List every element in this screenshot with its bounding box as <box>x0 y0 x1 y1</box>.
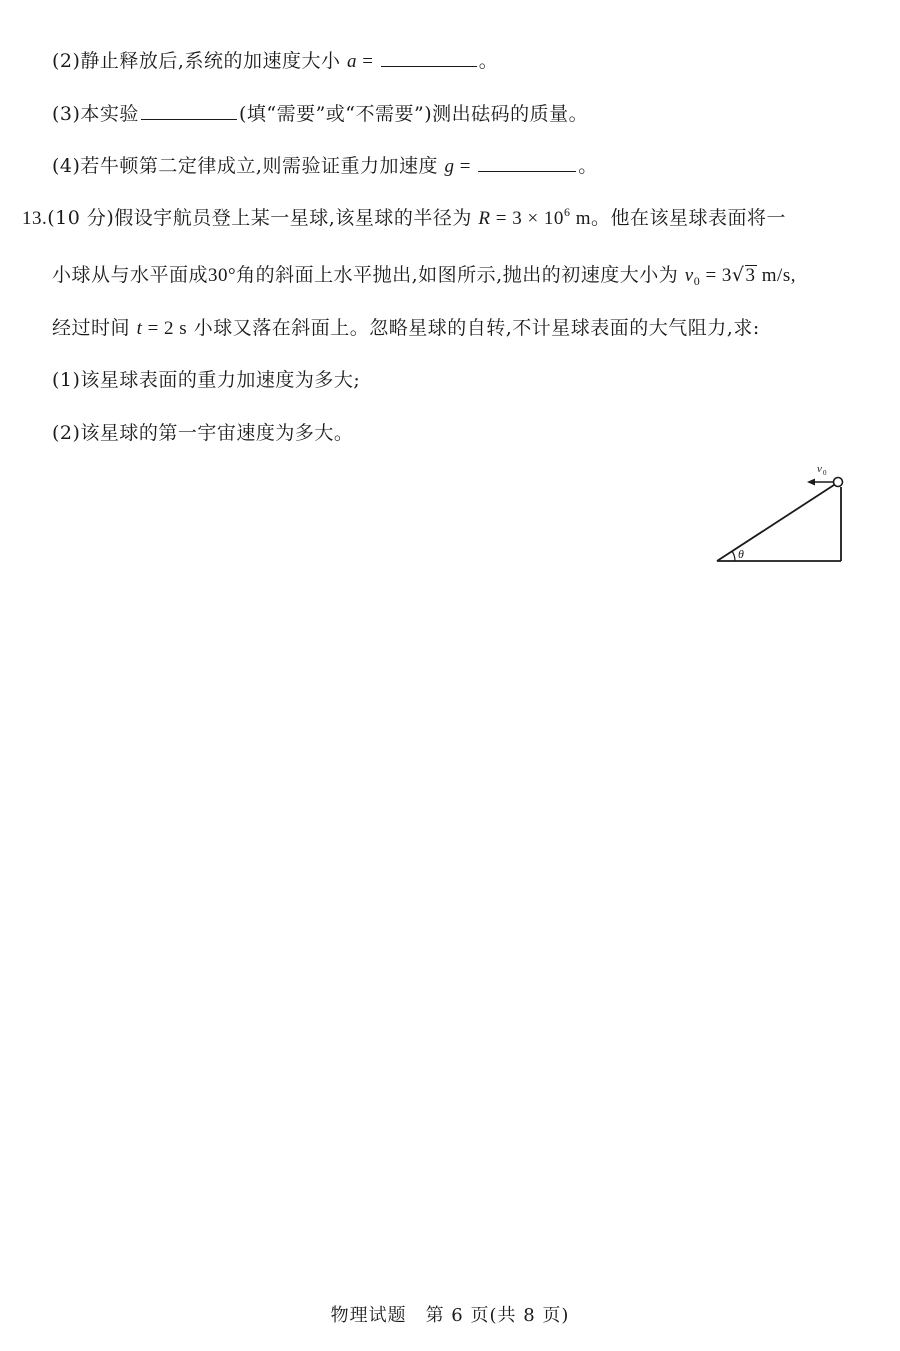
q13-time-value: = 2 s <box>142 318 188 339</box>
q12-part4-label: (4) <box>52 155 81 177</box>
ball-icon <box>834 478 843 487</box>
q13-angle: 30° <box>208 265 237 286</box>
q13-line3-text: 经过时间 <box>52 317 131 339</box>
q13-line1-end: 他在该星球表面将一 <box>610 207 786 229</box>
q13-line2-mid: 角的斜面上水平抛出,如图所示,抛出的初速度大小为 <box>236 264 679 286</box>
q13-radius-value: = 3 × 10 <box>490 208 564 229</box>
q13-subquestion-1: (1)该星球表面的重力加速度为多大; <box>52 369 361 391</box>
q13-velocity-unit: m/s, <box>756 265 796 286</box>
angle-arc <box>732 551 735 561</box>
arrow-left-icon <box>807 479 815 486</box>
sqrt-icon: √ <box>731 264 745 286</box>
q12-part3-answer-blank[interactable] <box>141 101 237 120</box>
q13-line1-text: 假设宇航员登上某一星球,该星球的半径为 <box>114 207 472 229</box>
q12-part2-answer-blank[interactable] <box>381 48 477 67</box>
q12-part4 <box>52 153 598 180</box>
q13-line3 <box>52 315 760 342</box>
incline-diagram <box>705 455 855 570</box>
velocity-label: v <box>817 463 822 475</box>
q12-part2-var: a <box>347 51 358 72</box>
incline-figure <box>705 455 855 570</box>
q12-part2-end: 。 <box>478 50 499 72</box>
q12-part2-equals: = <box>357 51 379 72</box>
q12-part3-end: (填“需要”或“不需要”)测出砝码的质量。 <box>238 103 589 125</box>
q12-part2-label: (2) <box>52 50 81 72</box>
q13-points: (10 分) <box>47 207 115 229</box>
q12-part3-text: 本实验 <box>80 103 139 125</box>
q13-line1 <box>22 205 786 232</box>
q13-time-var: t <box>136 318 143 339</box>
q13-velocity-sub: 0 <box>693 274 701 288</box>
q13-number: 13. <box>22 208 48 229</box>
q13-velocity-eq: = 3 <box>700 265 732 286</box>
q12-part4-var: g <box>444 156 455 177</box>
page-footer: 物理试题 第 6 页(共 8 页) <box>330 1305 570 1326</box>
q12-part4-text: 若牛顿第二定律成立,则需验证重力加速度 <box>80 155 438 177</box>
angle-label: θ <box>738 547 744 561</box>
velocity-label-sub: 0 <box>823 469 827 477</box>
q12-part3-label: (3) <box>52 103 81 125</box>
q12-part4-end: 。 <box>578 155 598 177</box>
q12-part2-text: 静止释放后,系统的加速度大小 <box>80 50 341 72</box>
q13-subquestion-2: (2)该星球的第一宇宙速度为多大。 <box>52 422 354 444</box>
q13-line2 <box>52 262 796 289</box>
q13-radius-unit: m。 <box>570 208 611 229</box>
incline-slope-line <box>717 485 834 561</box>
q13-line3-end: 小球又落在斜面上。忽略星球的自转,不计星球表面的大气阻力,求: <box>193 317 760 339</box>
q13-line2-text: 小球从与水平面成 <box>52 264 209 286</box>
q13-velocity-var: v <box>684 265 694 286</box>
q13-radius-var: R <box>478 208 491 229</box>
q13-velocity-sqrt: 3 <box>745 265 756 286</box>
q12-part4-equals: = <box>454 156 477 177</box>
q12-part4-answer-blank[interactable] <box>478 153 576 172</box>
q13-radius-exponent: 6 <box>563 205 571 219</box>
q12-part3 <box>52 101 588 127</box>
q12-part2 <box>52 48 498 75</box>
